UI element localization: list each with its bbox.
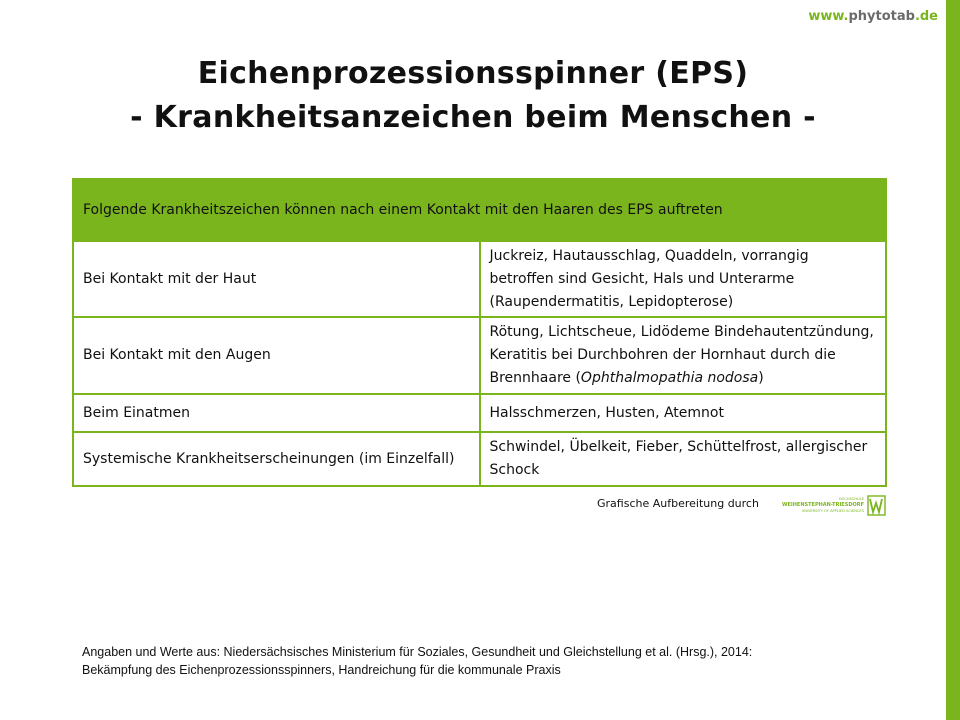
row-value-systemic: Schwindel, Übelkeit, Fieber, Schüttelfrost, allergischer Schock	[480, 432, 887, 486]
row-label-breathing: Beim Einatmen	[73, 394, 480, 432]
row-label-skin: Bei Kontakt mit der Haut	[73, 241, 480, 317]
right-accent-bar	[946, 0, 960, 720]
source-line-1: Angaben und Werte aus: Niedersächsisches Ministerium für Soziales, Gesundheit und Gleichstellung et al. (Hrsg.), 2014:	[82, 645, 753, 659]
row-label-eyes: Bei Kontakt mit den Augen	[73, 317, 480, 394]
table-row	[73, 317, 886, 394]
site-url-suffix: .de	[914, 9, 938, 24]
table-row	[73, 241, 886, 317]
logo-line-3: UNIVERSITY OF APPLIED SCIENCES	[801, 509, 864, 513]
source-line-2: Bekämpfung des Eichenprozessionsspinners, Handreichung für die kommunale Praxis	[82, 663, 561, 677]
hswt-logo	[770, 495, 888, 517]
table-row	[73, 394, 886, 432]
row-value-eyes-italic: Ophthalmopathia nodosa	[580, 370, 759, 386]
site-url-name: phytotab	[848, 9, 915, 24]
logo-line-1: HOCHSCHULE	[838, 497, 864, 501]
symptoms-table	[72, 178, 887, 487]
row-value-breathing: Halsschmerzen, Husten, Atemnot	[480, 394, 887, 432]
page-title	[0, 52, 946, 140]
title-line-1: Eichenprozessionsspinner (EPS)	[197, 56, 749, 91]
logo-line-2: WEIHENSTEPHAN-TRIESDORF	[781, 502, 864, 508]
table-header: Folgende Krankheitszeichen können nach einem Kontakt mit den Haaren des EPS auftreten	[73, 179, 886, 241]
row-value-skin: Juckreiz, Hautausschlag, Quaddeln, vorrangig betroffen sind Gesicht, Hals und Unterarme (Raupendermatitis, Lepidopterose)	[480, 241, 887, 317]
row-value-eyes-end: )	[758, 370, 764, 386]
site-url[interactable]	[808, 9, 938, 24]
table-header-row	[73, 179, 886, 241]
table-row	[73, 432, 886, 486]
title-line-2: - Krankheitsanzeichen beim Menschen -	[130, 100, 816, 135]
graphics-credit-caption: Grafische Aufbereitung durch	[597, 497, 759, 510]
row-value-eyes	[480, 317, 887, 394]
row-label-systemic: Systemische Krankheitserscheinungen (im Einzelfall)	[73, 432, 480, 486]
row-value-eyes-text: Rötung, Lichtscheue, Lidödeme Bindehautentzündung, Keratitis bei Durchbohren der Hornhaut durch die Brennhaare (	[489, 324, 874, 386]
source-citation	[82, 643, 902, 679]
site-url-prefix: www.	[808, 9, 849, 24]
logo-mark-icon	[868, 496, 885, 515]
